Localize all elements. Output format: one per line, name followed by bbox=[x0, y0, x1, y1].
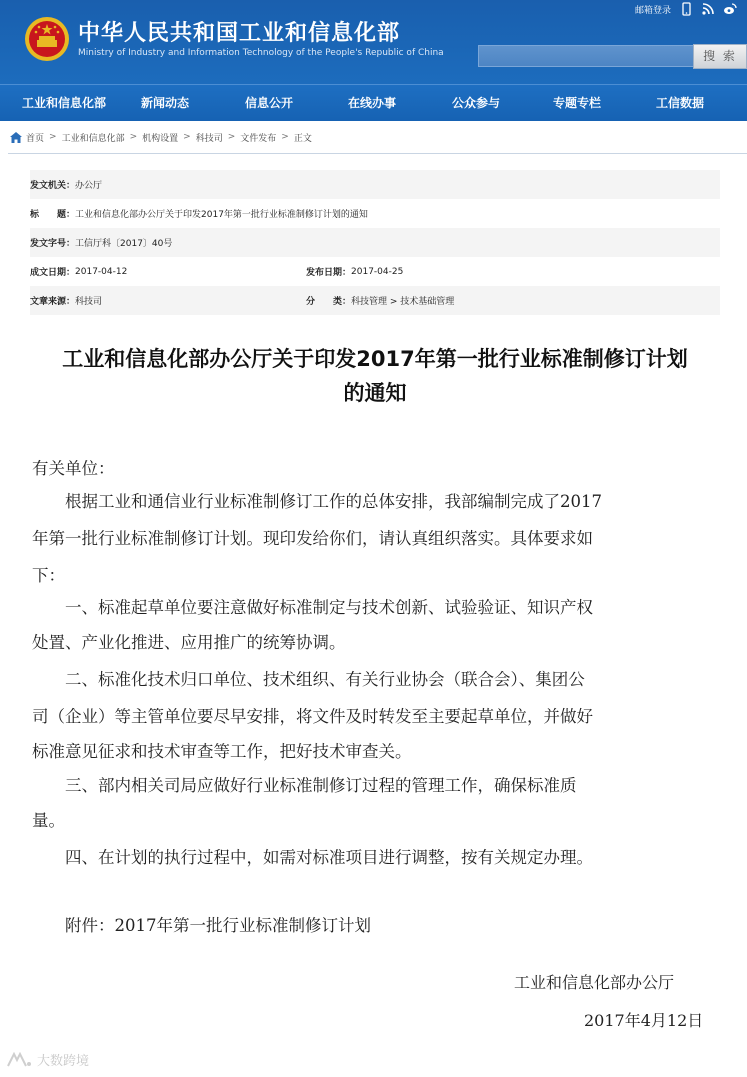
nav-item-data[interactable]: 工信数据 bbox=[656, 96, 705, 110]
meta-label: 发文字号： bbox=[30, 239, 76, 249]
document-title-line: 工业和信息化部办公厅关于印发2017年第一批行业标准制修订计划 bbox=[62, 347, 688, 371]
meta-label: 文章来源： bbox=[30, 297, 76, 307]
body-line: 下： bbox=[32, 566, 65, 585]
body-line: 根据工业和通信业行业标准制修订工作的总体安排，我部编制完成了2017 bbox=[32, 492, 602, 511]
site-header bbox=[0, 0, 747, 84]
breadcrumb-miit[interactable]: 工业和信息化部 bbox=[61, 133, 125, 144]
site-subtitle: Ministry of Industry and Information Technology of the People's Republic of China bbox=[78, 48, 444, 58]
meta-value: 办公厅 bbox=[75, 181, 103, 191]
breadcrumb-separator: > bbox=[183, 132, 191, 142]
body-line: 量。 bbox=[32, 811, 65, 830]
meta-row-title bbox=[30, 199, 720, 228]
body-line: 处置、产业化推进、应用推广的统筹协调。 bbox=[32, 633, 346, 652]
nav-item-public-participation[interactable]: 公众参与 bbox=[452, 96, 501, 110]
body-line: 一、标准起草单位要注意做好标准制定与技术创新、试验验证、知识产权 bbox=[32, 598, 593, 617]
main-nav bbox=[0, 84, 747, 121]
breadcrumb-dept[interactable]: 科技司 bbox=[195, 133, 223, 144]
meta-row-docno bbox=[30, 228, 720, 257]
meta-label: 发文机关： bbox=[30, 181, 76, 191]
breadcrumb-separator: > bbox=[281, 132, 289, 142]
weibo-icon[interactable] bbox=[723, 2, 737, 16]
body-line: 标准意见征求和技术审查等工作，把好技术审查关。 bbox=[32, 742, 412, 761]
body-line: 四、在计划的执行过程中，如需对标准项目进行调整，按有关规定办理。 bbox=[32, 848, 593, 867]
document-title bbox=[30, 342, 720, 410]
rss-icon[interactable] bbox=[701, 2, 715, 16]
nav-item-miit[interactable]: 工业和信息化部 bbox=[22, 96, 107, 110]
body-line: 年第一批行业标准制修订计划。现印发给你们，请认真组织落实。具体要求如 bbox=[32, 529, 593, 548]
meta-label: 发布日期： bbox=[306, 268, 352, 278]
body-line: 三、部内相关司局应做好行业标准制修订过程的管理工作，确保标准质 bbox=[32, 776, 577, 795]
meta-row-dates bbox=[30, 257, 720, 286]
document-title-line: 的通知 bbox=[343, 381, 407, 405]
meta-row-source bbox=[30, 286, 720, 315]
search-input[interactable] bbox=[478, 45, 694, 67]
body-line: 司（企业）等主管单位要尽早安排，将文件及时转发至主要起草单位，并做好 bbox=[32, 707, 593, 726]
breadcrumb-divider bbox=[8, 153, 747, 154]
watermark-logo-icon bbox=[6, 1052, 32, 1068]
mail-login-link[interactable]: 邮箱登录 bbox=[634, 5, 671, 16]
meta-value: 工业和信息化部办公厅关于印发2017年第一批行业标准制修订计划的通知 bbox=[75, 210, 368, 220]
breadcrumb bbox=[10, 127, 312, 147]
breadcrumb-separator: > bbox=[49, 132, 57, 142]
home-icon bbox=[10, 132, 22, 143]
breadcrumb-separator: > bbox=[129, 132, 138, 142]
meta-value: 2017-04-25 bbox=[351, 266, 404, 277]
breadcrumb-separator: > bbox=[227, 132, 236, 142]
nav-item-special-topics[interactable]: 专题专栏 bbox=[553, 96, 602, 110]
meta-value: 科技司 bbox=[75, 297, 103, 307]
nav-item-info-public[interactable]: 信息公开 bbox=[245, 96, 294, 110]
nav-item-online-service[interactable]: 在线办事 bbox=[348, 96, 397, 110]
meta-label: 分 类： bbox=[306, 297, 352, 307]
signature: 工业和信息化部办公厅 bbox=[514, 973, 675, 992]
breadcrumb-current: 正文 bbox=[293, 133, 312, 144]
breadcrumb-home[interactable]: 首页 bbox=[26, 133, 45, 144]
breadcrumb-org[interactable]: 机构设置 bbox=[142, 133, 179, 144]
top-links bbox=[635, 2, 737, 16]
watermark-text: 大数跨境 bbox=[37, 1054, 90, 1069]
salutation: 有关单位： bbox=[32, 459, 115, 478]
meta-row-issuer bbox=[30, 170, 720, 199]
meta-value: 工信厅科〔2017〕40号 bbox=[75, 239, 173, 249]
search-button[interactable]: 搜 索 bbox=[693, 44, 747, 69]
document-metadata bbox=[30, 170, 720, 315]
meta-value: 科技管理 > 技术基础管理 bbox=[351, 297, 455, 307]
mobile-icon[interactable] bbox=[679, 2, 693, 16]
meta-label: 标 题： bbox=[30, 210, 76, 220]
watermark bbox=[6, 1050, 89, 1069]
meta-label: 成文日期： bbox=[30, 268, 76, 278]
national-emblem-icon bbox=[24, 16, 70, 62]
nav-item-news[interactable]: 新闻动态 bbox=[141, 96, 190, 110]
body-line: 二、标准化技术归口单位、技术组织、有关行业协会（联合会）、集团公 bbox=[32, 670, 585, 689]
meta-value: 2017-04-12 bbox=[75, 266, 128, 277]
sign-date: 2017年4月12日 bbox=[584, 1011, 704, 1030]
breadcrumb-docs[interactable]: 文件发布 bbox=[240, 133, 277, 144]
attachment-line[interactable]: 附件：2017年第一批行业标准制修订计划 bbox=[32, 916, 371, 935]
site-title: 中华人民共和国工业和信息化部 bbox=[78, 21, 401, 46]
